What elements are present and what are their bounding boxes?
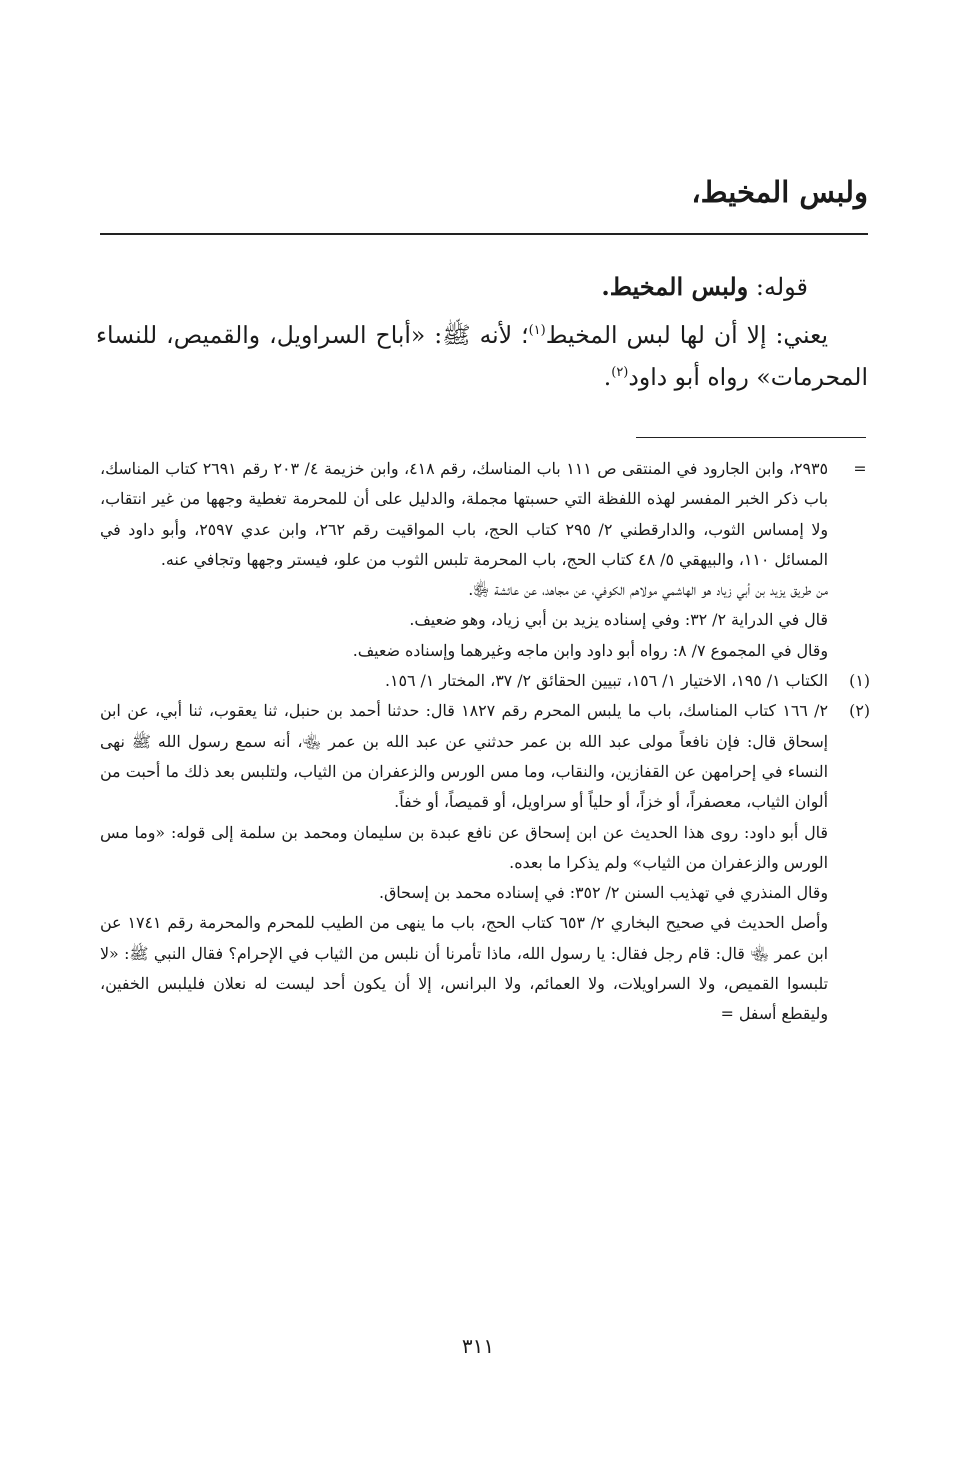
main-text	[96, 266, 868, 398]
footnote-2	[100, 696, 870, 817]
footnotes	[100, 454, 870, 1030]
continuation-text: ٢٩٣٥، وابن الجارود في المنتقى ص ١١١ باب المناسك، رقم ٤١٨، وابن خزيمة ٤/ ٢٠٣ رقم ٢٦٩١ كتاب المناسك، باب ذكر الخبر المفسر لهذه اللفظة التي حسبتها مجملة، والدليل على أن للمحرمة تغطية وجهها من غير انتقاب، ولا إمساس الثوب، والدارقطني ٢/ ٢٩٥ كتاب الحج، باب المواقيت رقم ٢٦٢، وابن عدي ٢٥٩٧، وأبو داود في المسائل ١١٠، والبيهقي ٥/ ٤٨ كتاب الحج، باب المحرمة تلبس الثوب من علو، فيستر وجهها وتجافي عنه.	[100, 459, 828, 569]
footnote-ref-2[interactable]: (٢)	[611, 365, 629, 381]
footnote-1	[100, 666, 870, 696]
footnote-2-line-2: وقال المنذري في تهذيب السنن ٢/ ٣٥٢: في إسناده محمد بن إسحاق.	[378, 883, 828, 903]
footnote-2-number: (٢)	[849, 701, 870, 721]
footnote-2-tail: وأصل الحديث في صحيح البخاري ٢/ ٦٥٣ كتاب الحج، باب ما ينهى من الطيب للمحرم والمحرمة رقم ١٧٤١ عن ابن عمر ﵄ قال: قام رجل فقال: يا رسول الله، ماذا تأمرنا أن نلبس من الثياب في الإحرام؟ فقال النبي ﷺ: «لا تلبسوا القميص، ولا السراويلات، ولا العمائم، ولا البرانس، إلا أن يكون أحد ليست له نعلان فليلبس الخفين، وليقطع أسفل =	[100, 913, 828, 1024]
continuation-line-3: وقال في المجموع ٧/ ٨: رواه أبو داود وابن ماجه وغيرهما وإسناده ضعيف.	[352, 640, 828, 660]
explanation-end: .	[603, 363, 612, 391]
continuation-line-1: من طريق يزيد بن أبي زياد هو الهاشمي مولاهم الكوفي، عن مجاهد، عن عائشة ﵂.	[468, 580, 828, 600]
footnote-continuation	[100, 454, 870, 575]
footnote-2-line-1: قال أبو داود: روى هذا الحديث عن ابن إسحاق عن نافع عبدة بن سليمان ومحمد بن سلمة إلى قوله: «وما مس الورس والزعفران من الثياب» ولم يذكرا ما بعده.	[100, 822, 828, 872]
explanation-part-a: يعني: إلا أن لها لبس المخيط	[545, 321, 828, 349]
footnote-2-text: ٢/ ١٦٦ كتاب المناسك، باب ما يلبس المحرم رقم ١٨٢٧ قال: حدثنا أحمد بن حنبل، ثنا يعقوب، ثنا أبي، عن ابن إسحاق قال: فإن نافعاً مولى عبد الله بن عمر حدثني عن عبد الله بن عمر ﵄، أنه سمع رسول الله ﷺ نهى النساء في إحرامهن عن القفازين، والنقاب، وما مس الورس والزعفران من الثياب، ولتلبس بعد ذلك ما أحبت من ألوان الثياب، معصفراً، أو خزاً، أو حلياً أو سراويل، أو قميصاً، أو خفاً.	[100, 701, 829, 812]
continuation-mark: =	[853, 459, 867, 478]
explanation-part-b: ؛ لأنه ﷺ: «أباح السراويل، والقميص، للنساء المحرمات» رواه أبو داود	[96, 321, 868, 391]
explanation	[96, 314, 868, 398]
quote-bold: ولبس المخيط.	[601, 272, 749, 301]
footnote-ref-1[interactable]: (١)	[528, 323, 546, 339]
running-head: ولبس المخيط،	[691, 175, 868, 209]
continuation-line-2: قال في الدراية ٢/ ٣٢: وفي إسناده يزيد بن أبي زياد، وهو ضعيف.	[409, 610, 828, 630]
page-number: ٣١١	[461, 1334, 495, 1358]
footnote-1-text: الكتاب ١/ ١٩٥، الاختيار ١/ ١٥٦، تبيين الحقائق ٢/ ٣٧، المختار ١/ ١٥٦.	[384, 671, 828, 691]
quote-prefix: قوله:	[748, 273, 808, 301]
quoted-matn	[96, 266, 868, 308]
header-rule	[100, 233, 868, 235]
footnote-rule	[636, 437, 866, 438]
footnote-1-number: (١)	[849, 671, 870, 691]
